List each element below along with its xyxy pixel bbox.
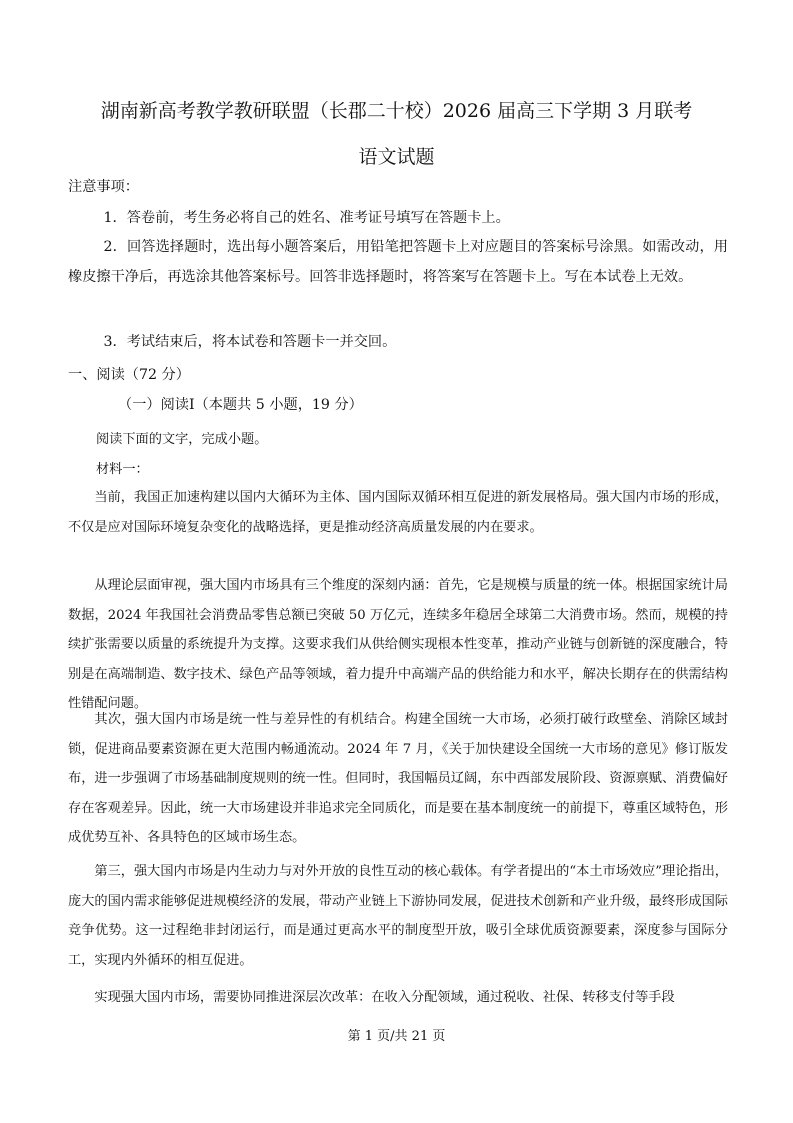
notice-item-2: 2．回答选择题时，选出每小题答案后，用铅笔把答题卡上对应题目的答案标号涂黑。如需改动，用橡皮擦干净后，再选涂其他答案标号。回答非选择题时，将答案写在答题卡上。写在本试卷上无效。: [68, 239, 728, 285]
exam-title: 湖南新高考教学教研联盟（长郡二十校）2026 届高三下学期 3 月联考: [100, 100, 693, 122]
paragraph-4: 第三，强大国内市场是内生动力与对外开放的良性互动的核心载体。有学者提出的“本土市场效应”理论指出，庞大的国内需求能够促进规模经济的发展，带动产业链上下游协同发展，促进技术创新和产业升级，最终形成国际竞争优势。这一过程绝非封闭运行，而是通过更高水平的制度型开放，吸引全球优质资源要素，深度参与国际分工，实现内外循环的相互促进。: [68, 864, 728, 968]
section-heading: 一、阅读（72 分）: [68, 367, 190, 383]
notice-heading: 注意事项：: [68, 179, 139, 195]
notice-item-3: 3．考试结束后，将本试卷和答题卡一并交回。: [103, 334, 397, 350]
page-footer: 第 1 页/共 21 页: [347, 1029, 446, 1044]
notice-item-1: 1．答卷前，考生务必将自己的姓名、准考证号填写在答题卡上。: [103, 210, 510, 226]
subsection-heading: （一）阅读Ⅰ（本题共 5 小题，19 分）: [118, 397, 363, 413]
paragraph-1: 当前，我国正加速构建以国内大循环为主体、国内国际双循环相互促进的新发展格局。强大国内市场的形成，不仅是应对国际环境复杂变化的战略选择，更是推动经济高质量发展的内在要求。: [68, 490, 728, 535]
exam-subject-title: 语文试题: [358, 146, 435, 168]
paragraph-3: 其次，强大国内市场是统一性与差异性的有机结合。构建全国统一大市场，必须打破行政壁垒、消除区域封锁，促进商品要素资源在更大范围内畅通流动。2024 年 7 月，《关于加快建设全国统一大市场的意见》修订版发布，进一步强调了市场基础制度规则的统一性。但同时，我国幅员辽阔，东中西部发展阶段、资源禀赋、消费偏好存在客观差异。因此，统一大市场建设并非追求完全同质化，而是要在基本制度统一的前提下，尊重区域特色，形成优势互补、各具特色的区域市场生态。: [68, 712, 728, 845]
material-label: 材料一：: [96, 462, 149, 477]
reading-instruction: 阅读下面的文字，完成小题。: [96, 432, 268, 447]
paragraph-2: 从理论层面审视，强大国内市场具有三个维度的深刻内涵：首先，它是规模与质量的统一体。根据国家统计局数据，2024 年我国社会消费品零售总额已突破 50 万亿元，连续多年稳居全球第二大消费市场。然而，规模的持续扩张需要以质量的系统提升为支撑。这要求我们从供给侧实现根本性变革，推动产业链与创新链的深度融合，特别是在高端制造、数字技术、绿色产品等领域，着力提升中高端产品的供给能力和水平，解决长期存在的供需结构性错配问题。: [68, 578, 728, 711]
paragraph-5: 实现强大国内市场，需要协同推进深层次改革：在收入分配领域，通过税收、社保、转移支付等手段: [94, 990, 675, 1005]
